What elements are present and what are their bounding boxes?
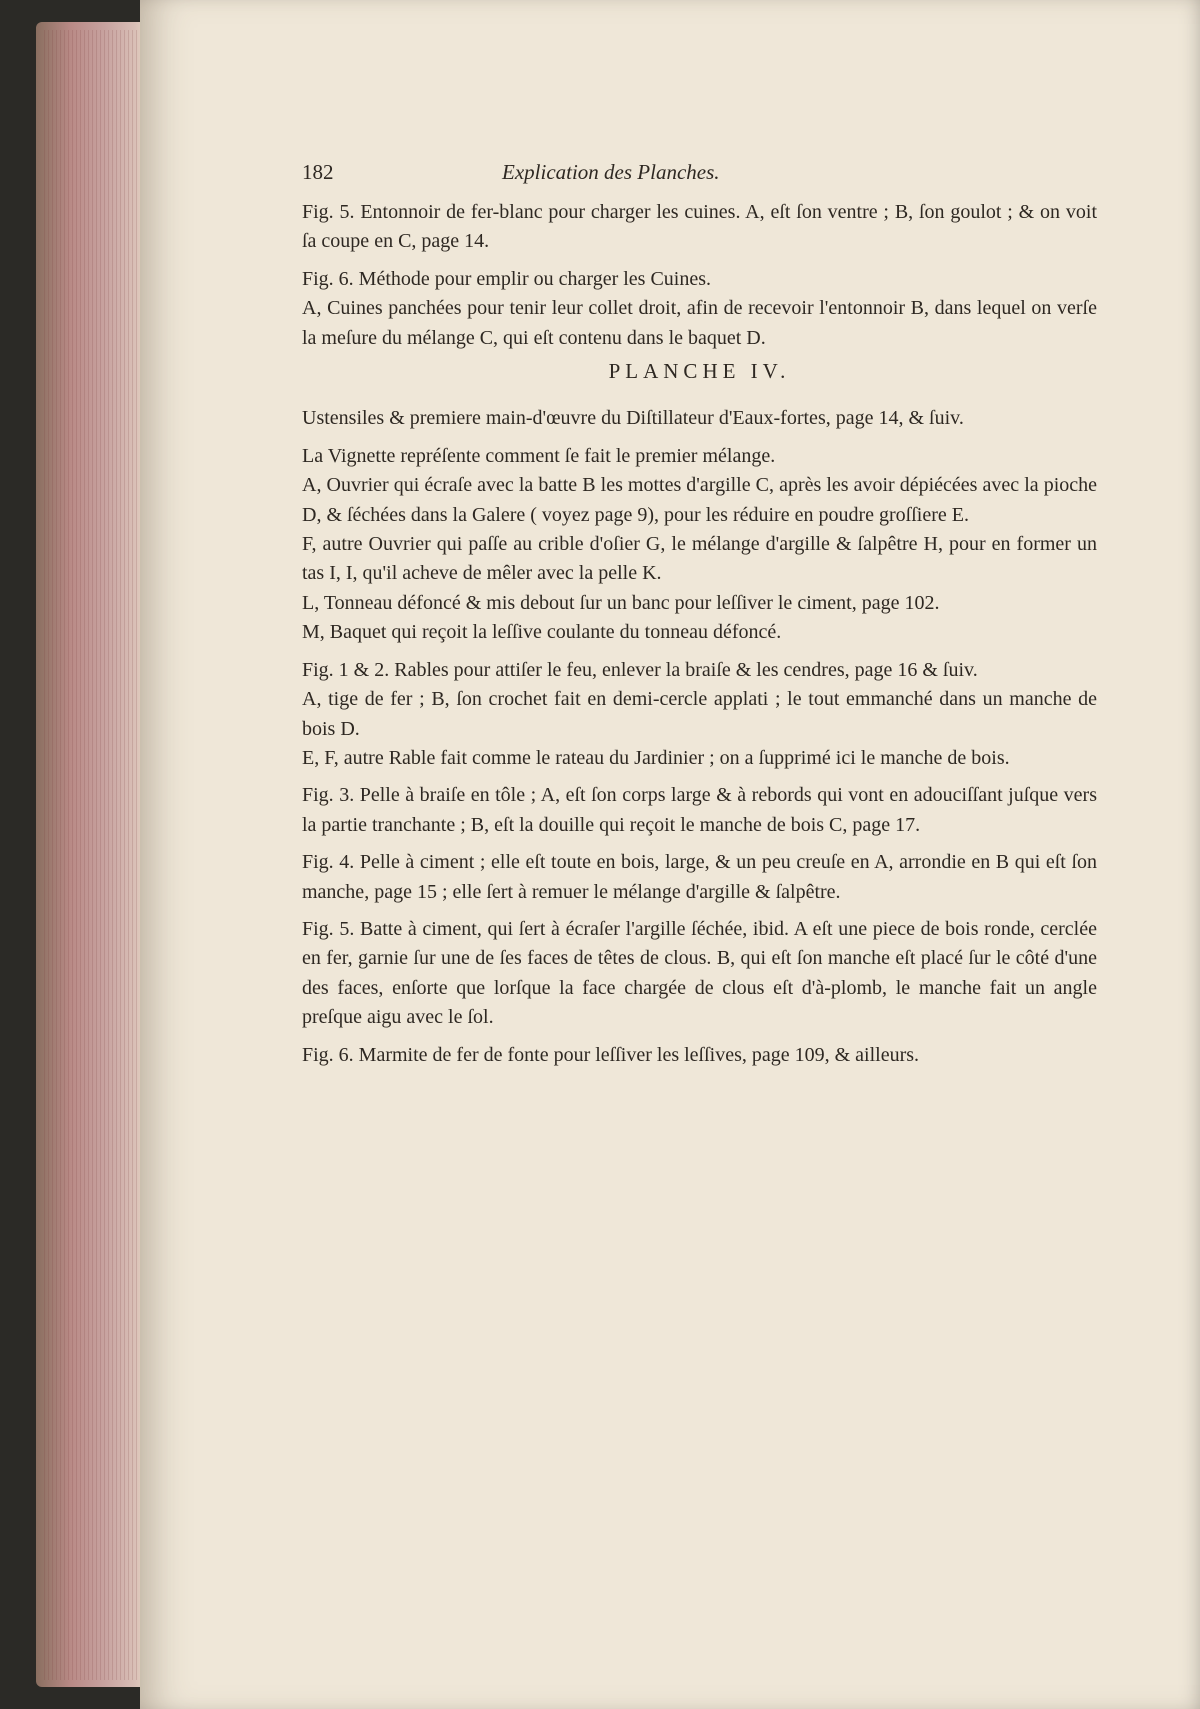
paragraph: A, Cuines panchées pour tenir leur collet droit, afin de recevoir l'entonnoir B, dans lequel on verſe la meſure du mélange C, qui eſt contenu dans le baquet D. (302, 297, 1097, 349)
page-number: 182 (302, 160, 334, 184)
plate-heading: PLANCHE IV. (608, 359, 791, 384)
paragraph: L, Tonneau défoncé & mis debout ſur un banc pour leſſiver le ciment, page 102. (302, 591, 940, 614)
paragraph: A, tige de fer ; B, ſon crochet fait en demi-cercle applati ; le tout emmanché dans un manche de bois D. (302, 688, 1097, 740)
paragraph: Fig. 5. Entonnoir de fer-blanc pour charger les cuines. A, eſt ſon ventre ; B, ſon goulot ; & on voit ſa coupe en C, page 14. (302, 201, 1097, 253)
paragraph: Fig. 6. Méthode pour emplir ou charger les Cuines. (302, 267, 712, 290)
paragraph: Fig. 4. Pelle à ciment ; elle eſt toute en bois, large, & un peu creuſe en A, arrondie en B qui eſt ſon manche, page 15 ; elle ſert à remuer le mélange d'argille & ſalpêtre. (302, 851, 1097, 903)
paragraph: La Vignette repréſente comment ſe fait le premier mélange. (302, 444, 776, 467)
paragraph: M, Baquet qui reçoit la leſſive coulante du tonneau défoncé. (302, 621, 782, 644)
paragraph: F, autre Ouvrier qui paſſe au crible d'oſier G, le mélange d'argille & ſalpêtre H, pour en former un tas I, I, qu'il acheve de mêler avec la pelle K. (302, 533, 1097, 585)
paragraph: Fig. 5. Batte à ciment, qui ſert à écraſer l'argille ſéchée, ibid. A eſt une piece de bois ronde, cerclée en fer, garnie ſur une de ſes faces de têtes de clous. B, qui eſt ſon manche eſt placé ſur le côté d'une des faces, enſorte que lorſque la face chargée de clous eſt d'à-plomb, le manche fait un angle preſque aigu avec le ſol. (302, 917, 1097, 1029)
paragraph: Fig. 3. Pelle à braiſe en tôle ; A, eſt ſon corps large & à rebords qui vont en adouciſſant juſque vers la partie tranchante ; B, eſt la douille qui reçoit le manche de bois C, page 17. (302, 784, 1097, 836)
running-header (302, 158, 1097, 198)
paragraph: Ustensiles & premiere main-d'œuvre du Diſtillateur d'Eaux-fortes, page 14, & ſuiv. (302, 407, 964, 430)
paragraph: A, Ouvrier qui écraſe avec la batte B les mottes d'argille C, après les avoir dépiécées avec la pioche D, & ſéchées dans la Galere ( voyez page 9), pour les réduire en poudre groſſiere E. (302, 474, 1097, 526)
paragraph: Fig. 1 & 2. Rables pour attiſer le feu, enlever la braiſe & les cendres, page 16 & ſuiv. (302, 658, 978, 681)
page-edge-texture (44, 30, 144, 1680)
paragraph: E, F, autre Rable fait comme le rateau du Jardinier ; on a ſupprimé ici le manche de bois. (302, 746, 1010, 769)
page-content (302, 158, 1097, 1070)
running-title: Explication des Planches. (502, 160, 720, 184)
paragraph: Fig. 6. Marmite de fer de fonte pour leſſiver les leſſives, page 109, & ailleurs. (302, 1043, 920, 1066)
